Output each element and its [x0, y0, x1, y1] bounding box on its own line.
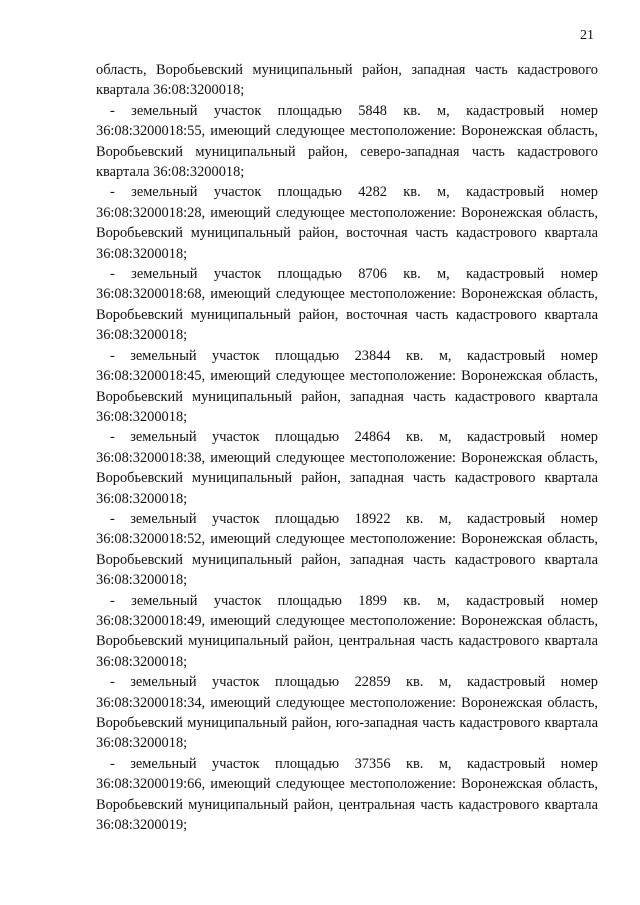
- list-item: - земельный участок площадью 24864 кв. м, кадастровый номер 36:08:3200018:38, имеющий следующее местоположение: Воронежская область, Воробьевский муниципальный район, западная часть кадастрового квартала 36:08:3200018;: [96, 429, 598, 507]
- list-item: - земельный участок площадью 4282 кв. м, кадастровый номер 36:08:3200018:28, имеющий следующее местоположение: Воронежская область, Воробьевский муниципальный район, восточная часть кадастрового квартала 36:08:3200018;: [96, 184, 598, 262]
- list-item: - земельный участок площадью 22859 кв. м, кадастровый номер 36:08:3200018:34, имеющий следующее местоположение: Воронежская область, Воробьевский муниципальный район, юго-западная часть кадастрового квартала 36:08:3200018;: [96, 674, 598, 752]
- list-item: - земельный участок площадью 37356 кв. м, кадастровый номер 36:08:3200019:66, имеющий следующее местоположение: Воронежская область, Воробьевский муниципальный район, центральная часть кадастрового квартала 36:08:3200019;: [96, 755, 598, 834]
- list-item: - земельный участок площадью 18922 кв. м, кадастровый номер 36:08:3200018:52, имеющий следующее местоположение: Воронежская область, Воробьевский муниципальный район, западная часть кадастрового квартала 36:08:3200018;: [96, 510, 598, 589]
- list-item: - земельный участок площадью 23844 кв. м, кадастровый номер 36:08:3200018:45, имеющий следующее местоположение: Воронежская область, Воробьевский муниципальный район, западная часть кадастрового квартала 36:08:3200018;: [96, 347, 598, 425]
- list-item: - земельный участок площадью 8706 кв. м, кадастровый номер 36:08:3200018:68, имеющий следующее местоположение: Воронежская область, Воробьевский муниципальный район, восточная часть кадастрового квартала 36:08:3200018;: [96, 266, 598, 344]
- lead-paragraph: область, Воробьевский муниципальный район, западная часть кадастрового квартала 36:08:3200018;: [96, 62, 598, 99]
- page-number: 21: [580, 28, 594, 43]
- list-item: - земельный участок площадью 5848 кв. м, кадастровый номер 36:08:3200018:55, имеющий следующее местоположение: Воронежская область, Воробьевский муниципальный район, северо-западная часть кадастрового квартала 36:08:3200018;: [96, 102, 598, 181]
- list-item: - земельный участок площадью 1899 кв. м, кадастровый номер 36:08:3200018:49, имеющий следующее местоположение: Воронежская область, Воробьевский муниципальный район, центральная часть кадастрового квартала 36:08:3200018;: [96, 592, 598, 670]
- document-body: [96, 60, 598, 835]
